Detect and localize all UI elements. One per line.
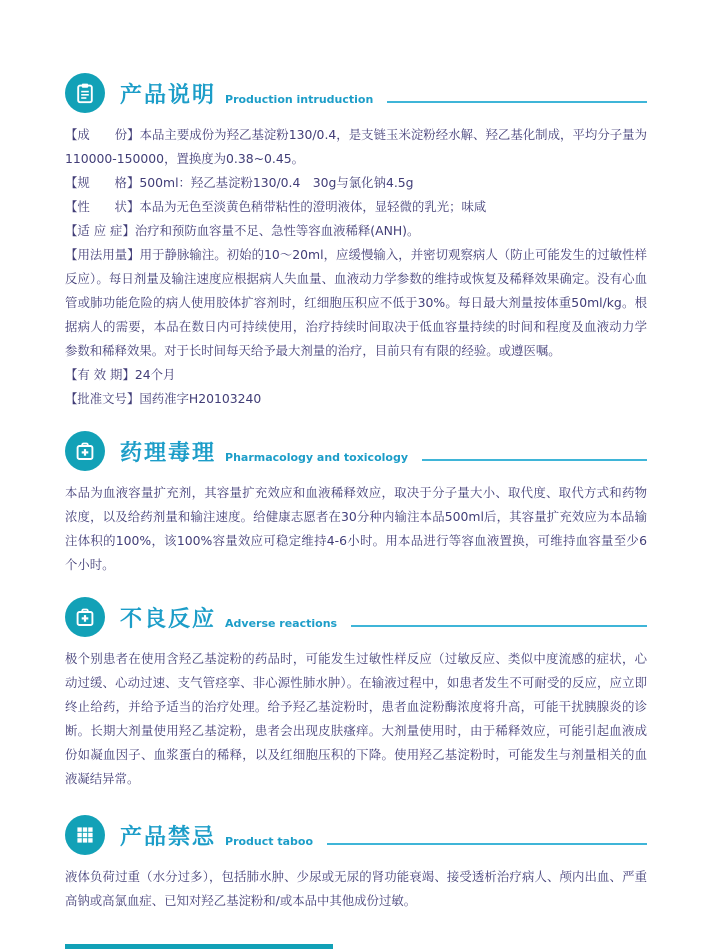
section-product-description: [65, 73, 647, 411]
section-pharmacology-toxicology: [65, 431, 647, 577]
first-aid-kit-icon: [65, 597, 105, 637]
section-title: 产品说明: [120, 82, 217, 108]
section-title: 产品禁忌: [120, 824, 217, 850]
field-approval-number: [65, 387, 647, 411]
field-text: 本品主要成份为羟乙基淀粉130/0.4，是支链玉米淀粉经水解、羟乙基化制成，平均分子量为110000-150000，置换度为0.38~0.45。: [65, 127, 647, 166]
clipboard-icon: [65, 73, 105, 113]
paragraph: 本品为血液容量扩充剂，其容量扩充效应和血液稀释效应，取决于分子量大小、取代度、取代方式和药物浓度，以及给药剂量和输注速度。给健康志愿者在30分种内输注本品500ml后，其容量扩充效应为本品输注体积的100%，该100%容量效应可稳定维持4-6小时。用本品进行等容血液置换，可维持血容量至少6个小时。: [65, 485, 647, 572]
header-rule: [387, 101, 647, 103]
section-body: [65, 647, 647, 791]
paragraph: 极个别患者在使用含羟乙基淀粉的药品时，可能发生过敏性样反应（过敏反应、类似中度流感的症状，心动过缓、心动过速、支气管痉挛、非心源性肺水肿）。在输液过程中，如患者发生不可耐受的反应，应立即终止给药，并给予适当的治疗处理。给予羟乙基淀粉时，患者血淀粉酶浓度将升高，可能干扰胰腺炎的诊断。长期大剂量使用羟乙基淀粉，患者会出现皮肤瘙痒。大剂量使用时，由于稀释效应，可能引起血液成份如凝血因子、血浆蛋白的稀释，以及红细胞压积的下降。使用羟乙基淀粉时，可能发生与剂量相关的血液凝结异常。: [65, 651, 647, 786]
field-text: 500ml：羟乙基淀粉130/0.4 30g与氯化钠4.5g: [139, 175, 414, 190]
footer-accent-bar: [65, 944, 333, 949]
section-header: [65, 815, 647, 855]
field-label: 【用法用量】: [65, 247, 140, 262]
section-subtitle: Adverse reactions: [225, 617, 338, 630]
field-label: 【批准文号】: [65, 391, 140, 406]
section-body: [65, 865, 647, 913]
field-label: 【规 格】: [65, 175, 140, 190]
field-text: 本品为无色至淡黄色稍带粘性的澄明液体，显轻微的乳光；味咸: [139, 199, 487, 214]
section-header: [65, 73, 647, 113]
field-text: 用于静脉输注。初始的10～20ml，应缓慢输入，并密切观察病人（防止可能发生的过敏性样反应）。每日剂量及输注速度应根据病人失血量、血液动力学参数的维持或恢复及稀释效果确定。没有心血管或肺功能危险的病人使用胶体扩容剂时，红细胞压积应不低于30%。每日最大剂量按体重50ml/kg。根据病人的需要，本品在数日内可持续使用，治疗持续时间取决于低血容量持续的时间和程度及血液动力学参数和稀释效果。对于长时间每天给予最大剂量的治疗，目前只有有限的经验。或遵医嘱。: [65, 247, 648, 358]
section-adverse-reactions: [65, 597, 647, 791]
header-rule: [422, 459, 647, 461]
field-label: 【性 状】: [65, 199, 140, 214]
field-text: 国药准字H20103240: [139, 391, 262, 406]
field-ingredients: [65, 123, 647, 171]
field-indications: [65, 219, 647, 243]
grid-icon: [65, 815, 105, 855]
field-text: 治疗和预防血容量不足、急性等容血液稀释(ANH)。: [134, 223, 420, 238]
field-character: [65, 195, 647, 219]
section-product-taboo: [65, 815, 647, 913]
section-body: [65, 481, 647, 577]
field-specification: [65, 171, 647, 195]
header-rule: [327, 843, 647, 845]
section-subtitle: Production intruduction: [225, 93, 374, 106]
field-dosage: [65, 243, 647, 363]
header-rule: [351, 625, 647, 627]
section-body: [65, 123, 647, 411]
section-header: [65, 431, 647, 471]
field-text: 24个月: [134, 367, 176, 382]
field-validity: [65, 363, 647, 387]
field-label: 【成 份】: [65, 127, 140, 142]
section-title: 药理毒理: [120, 440, 217, 466]
section-header: [65, 597, 647, 637]
section-subtitle: Product taboo: [225, 835, 314, 848]
first-aid-kit-icon: [65, 431, 105, 471]
field-label: 【适 应 症】: [65, 223, 135, 238]
section-title: 不良反应: [120, 606, 217, 632]
paragraph: 液体负荷过重（水分过多），包括肺水肿、少尿或无尿的肾功能衰竭、接受透析治疗病人、颅内出血、严重高钠或高氯血症、已知对羟乙基淀粉和/或本品中其他成份过敏。: [65, 869, 647, 908]
section-subtitle: Pharmacology and toxicology: [225, 451, 409, 464]
field-label: 【有 效 期】: [65, 367, 135, 382]
